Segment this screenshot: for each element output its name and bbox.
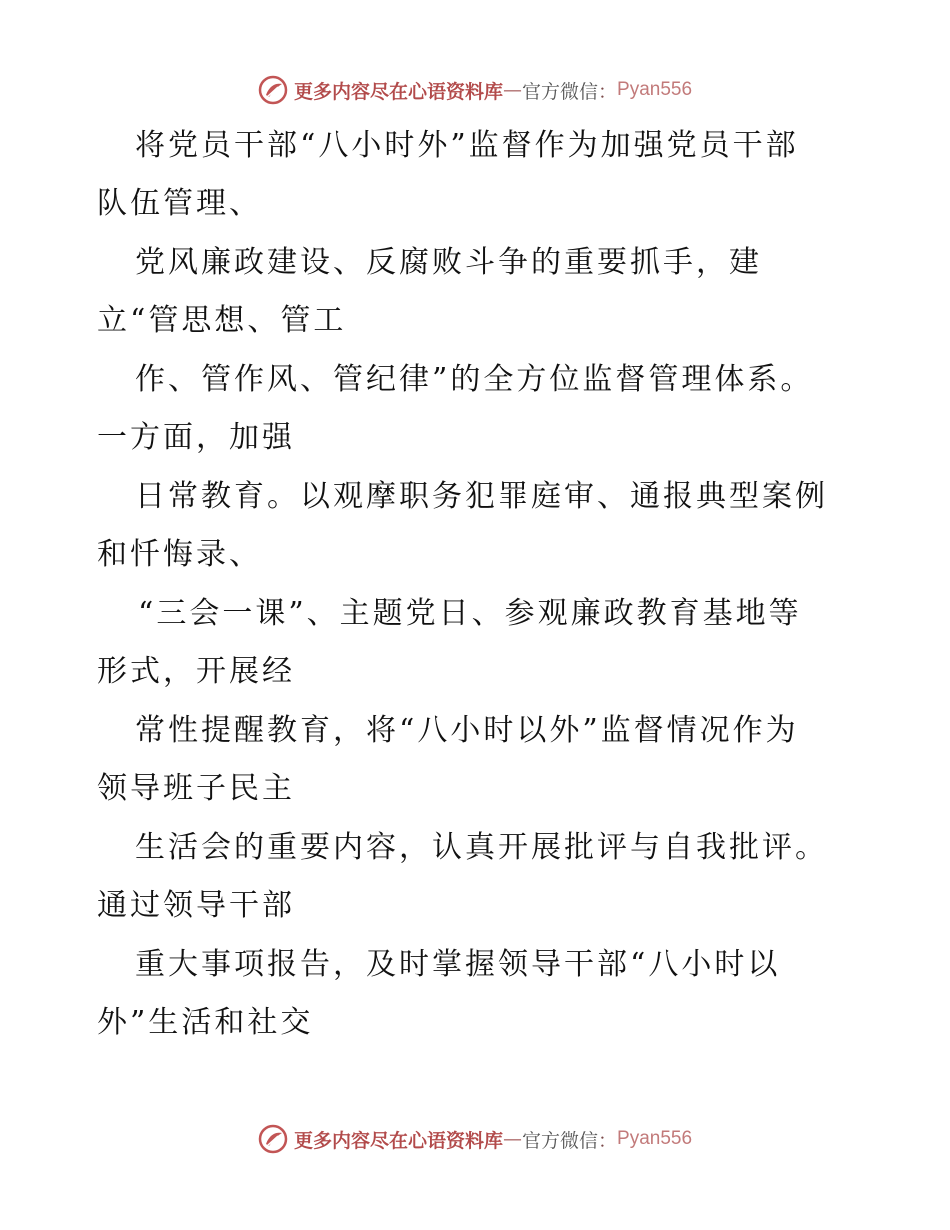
text-line: 日常教育。以观摩职务犯罪庭审、通报典型案例 xyxy=(135,479,828,514)
banner-colon: ： xyxy=(598,80,618,103)
text-line: 立“管思想、管工 xyxy=(97,303,347,338)
text-line: 重大事项报告，及时掌握领导干部“八小时以 xyxy=(135,947,781,982)
banner-wechat-label: 官方微信 xyxy=(521,80,598,103)
banner-dash: — xyxy=(502,79,522,101)
banner-dash: — xyxy=(502,1128,522,1150)
text-line: 常性提醒教育，将“八小时以外”监督情况作为 xyxy=(135,713,799,748)
text-line: 形式，开展经 xyxy=(97,654,295,689)
banner-wechat-id: Pyan556 xyxy=(617,1128,693,1149)
footer-banner xyxy=(0,1119,950,1159)
brand-logo-icon xyxy=(258,1124,288,1154)
text-line: 一方面，加强 xyxy=(97,420,295,455)
text-line: “三会一课”、主题党日、参观廉政教育基地等 xyxy=(138,596,802,631)
banner-colon: ： xyxy=(598,1129,618,1152)
header-banner xyxy=(0,70,950,110)
text-line: 队伍管理、 xyxy=(97,186,262,221)
banner-wechat-label: 官方微信 xyxy=(521,1129,598,1152)
text-line: 和忏悔录、 xyxy=(97,537,262,572)
text-line: 外”生活和社交 xyxy=(97,1005,314,1040)
text-line: 通过领导干部 xyxy=(97,888,295,923)
banner-wechat-id: Pyan556 xyxy=(617,79,693,100)
banner-main-text: 更多内容尽在心语资料库 xyxy=(293,80,503,103)
banner-main-text: 更多内容尽在心语资料库 xyxy=(293,1129,503,1152)
brand-logo-icon xyxy=(258,75,288,105)
text-line: 领导班子民主 xyxy=(97,771,295,806)
text-line: 生活会的重要内容，认真开展批评与自我批评。 xyxy=(135,830,828,865)
text-line: 党风廉政建设、反腐败斗争的重要抓手，建 xyxy=(135,245,762,280)
text-line: 将党员干部“八小时外”监督作为加强党员干部 xyxy=(135,128,799,163)
text-line: 作、管作风、管纪律”的全方位监督管理体系。 xyxy=(135,362,814,397)
